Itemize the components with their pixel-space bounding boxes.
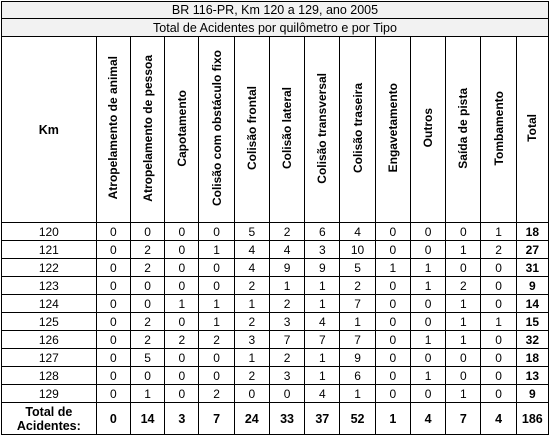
count-cell: 0	[410, 295, 445, 313]
count-cell: 0	[165, 223, 199, 241]
count-cell: 0	[234, 385, 269, 403]
count-cell: 1	[481, 313, 516, 331]
count-cell: 0	[481, 331, 516, 349]
header-type: Engavetamento	[375, 37, 410, 223]
count-cell: 0	[96, 295, 130, 313]
count-cell: 0	[481, 259, 516, 277]
count-cell: 3	[305, 241, 340, 259]
count-cell: 0	[375, 367, 410, 385]
count-cell: 1	[165, 295, 199, 313]
count-cell: 0	[375, 295, 410, 313]
count-cell: 0	[269, 385, 304, 403]
count-cell: 1	[446, 241, 481, 259]
row-total-cell: 31	[516, 259, 548, 277]
count-cell: 7	[340, 295, 375, 313]
row-total-cell: 18	[516, 349, 548, 367]
count-cell: 9	[340, 349, 375, 367]
count-cell: 1	[234, 295, 269, 313]
count-cell: 3	[269, 313, 304, 331]
count-cell: 0	[199, 223, 234, 241]
count-cell: 2	[234, 313, 269, 331]
count-cell: 5	[130, 349, 164, 367]
table-row	[2, 241, 549, 259]
count-cell: 1	[446, 313, 481, 331]
header-row	[2, 37, 549, 223]
count-cell: 0	[410, 241, 445, 259]
grand-total-cell: 186	[516, 403, 548, 435]
totals-cell: 4	[410, 403, 445, 435]
count-cell: 7	[340, 331, 375, 349]
count-cell: 1	[446, 331, 481, 349]
header-type: Colisão traseira	[340, 37, 375, 223]
km-cell: 127	[2, 349, 97, 367]
table-title: BR 116-PR, Km 120 a 129, ano 2005	[2, 2, 549, 19]
row-total-cell: 18	[516, 223, 548, 241]
header-type: Outros	[410, 37, 445, 223]
count-cell: 7	[269, 331, 304, 349]
count-cell: 0	[410, 385, 445, 403]
table-row	[2, 367, 549, 385]
count-cell: 0	[96, 259, 130, 277]
count-cell: 2	[130, 241, 164, 259]
count-cell: 1	[375, 259, 410, 277]
count-cell: 0	[165, 241, 199, 259]
count-cell: 0	[199, 259, 234, 277]
count-cell: 0	[130, 367, 164, 385]
count-cell: 0	[165, 349, 199, 367]
count-cell: 1	[481, 223, 516, 241]
count-cell: 0	[96, 241, 130, 259]
count-cell: 4	[269, 241, 304, 259]
count-cell: 0	[375, 331, 410, 349]
count-cell: 0	[165, 259, 199, 277]
km-cell: 125	[2, 313, 97, 331]
count-cell: 3	[269, 367, 304, 385]
table-row	[2, 277, 549, 295]
count-cell: 4	[305, 385, 340, 403]
count-cell: 0	[96, 331, 130, 349]
header-type: Atropelamento de pessoa	[130, 37, 164, 223]
km-cell: 121	[2, 241, 97, 259]
table-row	[2, 313, 549, 331]
km-cell: 122	[2, 259, 97, 277]
count-cell: 0	[375, 385, 410, 403]
km-cell: 124	[2, 295, 97, 313]
count-cell: 1	[269, 277, 304, 295]
count-cell: 4	[340, 223, 375, 241]
count-cell: 1	[340, 313, 375, 331]
count-cell: 4	[234, 241, 269, 259]
totals-cell: 3	[165, 403, 199, 435]
table-body	[2, 223, 549, 403]
count-cell: 0	[410, 223, 445, 241]
totals-cell: 37	[305, 403, 340, 435]
count-cell: 1	[340, 385, 375, 403]
count-cell: 1	[410, 367, 445, 385]
count-cell: 0	[446, 259, 481, 277]
count-cell: 2	[199, 331, 234, 349]
row-total-cell: 27	[516, 241, 548, 259]
count-cell: 5	[340, 259, 375, 277]
count-cell: 7	[305, 331, 340, 349]
table-row	[2, 259, 549, 277]
count-cell: 2	[269, 295, 304, 313]
table-subtitle: Total de Acidentes por quilômetro e por Tipo	[2, 19, 549, 37]
header-type: Colisão lateral	[269, 37, 304, 223]
count-cell: 0	[96, 313, 130, 331]
count-cell: 2	[199, 385, 234, 403]
count-cell: 0	[130, 277, 164, 295]
row-total-cell: 9	[516, 277, 548, 295]
count-cell: 0	[375, 277, 410, 295]
km-cell: 123	[2, 277, 97, 295]
table-row	[2, 331, 549, 349]
header-type: Saída de pista	[446, 37, 481, 223]
count-cell: 10	[340, 241, 375, 259]
count-cell: 0	[481, 349, 516, 367]
count-cell: 9	[305, 259, 340, 277]
count-cell: 2	[269, 223, 304, 241]
count-cell: 0	[96, 277, 130, 295]
count-cell: 0	[165, 385, 199, 403]
count-cell: 0	[375, 313, 410, 331]
count-cell: 0	[96, 367, 130, 385]
count-cell: 5	[234, 223, 269, 241]
count-cell: 1	[446, 295, 481, 313]
count-cell: 0	[96, 385, 130, 403]
count-cell: 0	[446, 367, 481, 385]
count-cell: 0	[199, 277, 234, 295]
header-type: Colisão transversal	[305, 37, 340, 223]
count-cell: 2	[234, 367, 269, 385]
count-cell: 1	[199, 241, 234, 259]
km-cell: 126	[2, 331, 97, 349]
count-cell: 0	[375, 349, 410, 367]
count-cell: 1	[410, 277, 445, 295]
table-row	[2, 295, 549, 313]
count-cell: 0	[481, 277, 516, 295]
km-cell: 128	[2, 367, 97, 385]
row-total-cell: 14	[516, 295, 548, 313]
totals-cell: 33	[269, 403, 304, 435]
row-total-cell: 15	[516, 313, 548, 331]
count-cell: 1	[305, 367, 340, 385]
count-cell: 2	[130, 259, 164, 277]
count-cell: 2	[481, 241, 516, 259]
row-total-cell: 13	[516, 367, 548, 385]
km-cell: 129	[2, 385, 97, 403]
count-cell: 9	[269, 259, 304, 277]
count-cell: 1	[199, 295, 234, 313]
header-type: Tombamento	[481, 37, 516, 223]
count-cell: 0	[165, 367, 199, 385]
header-type: Capotamento	[165, 37, 199, 223]
row-total-cell: 9	[516, 385, 548, 403]
count-cell: 2	[234, 277, 269, 295]
count-cell: 2	[130, 313, 164, 331]
header-total: Total	[516, 37, 548, 223]
count-cell: 4	[234, 259, 269, 277]
count-cell: 6	[340, 367, 375, 385]
count-cell: 0	[130, 223, 164, 241]
count-cell: 1	[410, 331, 445, 349]
count-cell: 4	[305, 313, 340, 331]
count-cell: 1	[305, 295, 340, 313]
count-cell: 0	[481, 295, 516, 313]
count-cell: 2	[165, 331, 199, 349]
count-cell: 1	[234, 349, 269, 367]
count-cell: 0	[375, 241, 410, 259]
totals-cell: 7	[446, 403, 481, 435]
table-row	[2, 223, 549, 241]
count-cell: 1	[446, 385, 481, 403]
count-cell: 2	[130, 331, 164, 349]
count-cell: 1	[130, 385, 164, 403]
count-cell: 2	[340, 277, 375, 295]
count-cell: 0	[165, 313, 199, 331]
count-cell: 0	[130, 295, 164, 313]
count-cell: 1	[305, 349, 340, 367]
table-row	[2, 349, 549, 367]
totals-cell: 14	[130, 403, 164, 435]
totals-cell: 7	[199, 403, 234, 435]
header-type: Colisão com obstáculo fixo	[199, 37, 234, 223]
count-cell: 0	[446, 349, 481, 367]
count-cell: 1	[410, 259, 445, 277]
count-cell: 0	[96, 223, 130, 241]
table-row	[2, 385, 549, 403]
totals-cell: 52	[340, 403, 375, 435]
header-type: Atropelamento de animal	[96, 37, 130, 223]
count-cell: 2	[446, 277, 481, 295]
row-total-cell: 32	[516, 331, 548, 349]
count-cell: 0	[410, 349, 445, 367]
count-cell: 0	[410, 313, 445, 331]
totals-cell: 0	[96, 403, 130, 435]
count-cell: 0	[481, 385, 516, 403]
count-cell: 1	[305, 277, 340, 295]
count-cell: 2	[269, 349, 304, 367]
header-type: Colisão frontal	[234, 37, 269, 223]
count-cell: 0	[96, 349, 130, 367]
count-cell: 1	[199, 313, 234, 331]
totals-cell: 24	[234, 403, 269, 435]
count-cell: 0	[199, 367, 234, 385]
totals-cell: 1	[375, 403, 410, 435]
count-cell: 6	[305, 223, 340, 241]
totals-row	[2, 403, 549, 435]
count-cell: 3	[234, 331, 269, 349]
count-cell: 0	[481, 367, 516, 385]
totals-cell: 4	[481, 403, 516, 435]
count-cell: 0	[446, 223, 481, 241]
count-cell: 0	[199, 349, 234, 367]
accidents-table	[1, 1, 549, 435]
totals-label: Total de Acidentes:	[2, 403, 97, 435]
count-cell: 0	[375, 223, 410, 241]
header-km: Km	[2, 37, 97, 223]
km-cell: 120	[2, 223, 97, 241]
count-cell: 0	[165, 277, 199, 295]
